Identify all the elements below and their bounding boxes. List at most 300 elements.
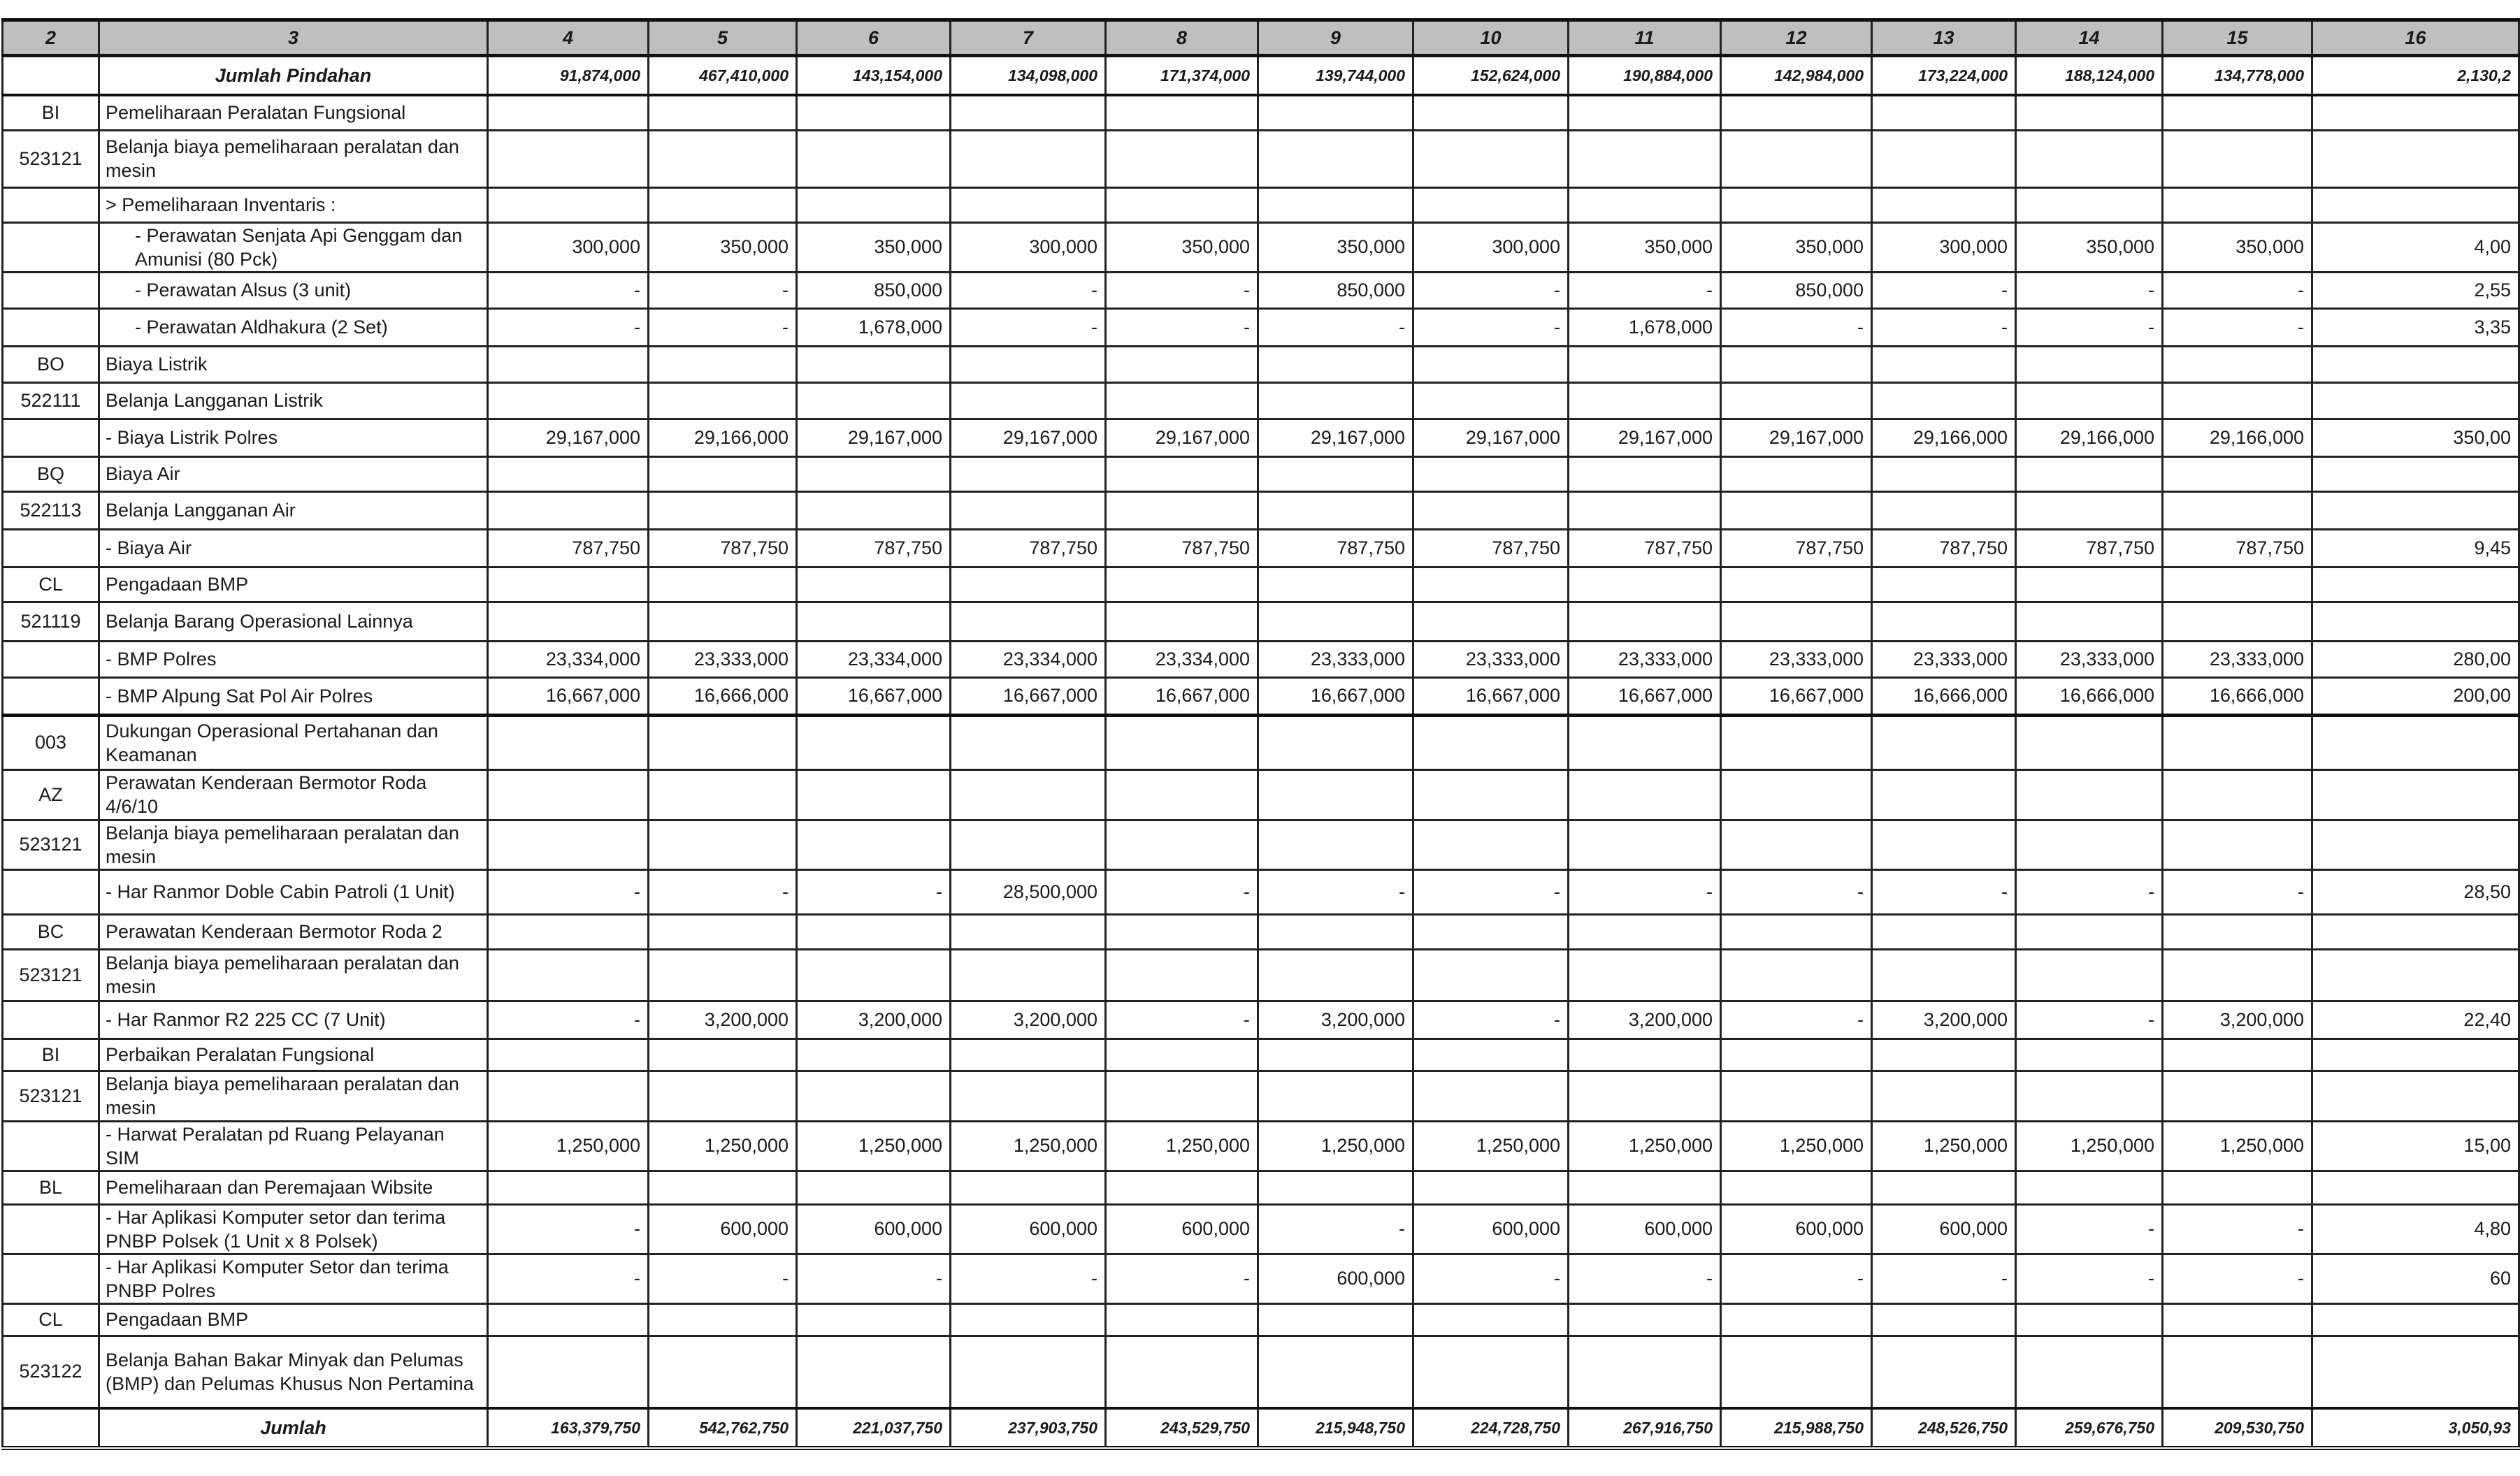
amount-cell — [797, 820, 951, 869]
description-cell: Belanja biaya pemeliharaan peralatan dan mesin — [99, 820, 488, 869]
amount-cell: 300,000 — [1413, 222, 1569, 272]
amount-cell — [2312, 382, 2519, 419]
amount-cell — [1721, 769, 1872, 820]
amount-cell — [2163, 949, 2312, 1001]
amount-cell: 280,00 — [2312, 641, 2519, 677]
amount-cell — [1258, 1336, 1413, 1408]
amount-cell — [1413, 346, 1569, 382]
amount-cell: 23,334,000 — [951, 641, 1106, 677]
amount-cell — [1872, 95, 2016, 130]
amount-cell — [1413, 187, 1569, 222]
amount-cell — [488, 914, 649, 949]
carried-forward-amount: 171,374,000 — [1106, 56, 1258, 96]
amount-cell: 16,667,000 — [1569, 677, 1721, 715]
amount-cell — [649, 1336, 797, 1408]
amount-cell — [1872, 1303, 2016, 1336]
amount-cell: - — [1106, 1254, 1258, 1303]
amount-cell: - — [649, 272, 797, 308]
amount-cell — [2312, 769, 2519, 820]
amount-cell — [797, 382, 951, 419]
amount-cell: - — [1569, 869, 1721, 914]
table-row — [3, 1001, 2519, 1039]
description-cell: > Pemeliharaan Inventaris : — [99, 187, 488, 222]
amount-cell — [1106, 1039, 1258, 1071]
description-cell: Biaya Listrik — [99, 346, 488, 382]
table-row — [3, 869, 2519, 914]
amount-cell — [797, 1171, 951, 1204]
amount-cell: 29,166,000 — [2163, 419, 2312, 456]
amount-cell: 600,000 — [1721, 1204, 1872, 1254]
description-cell: Pengadaan BMP — [99, 567, 488, 602]
column-number-header: 11 — [1569, 20, 1721, 56]
amount-cell: 850,000 — [797, 272, 951, 308]
amount-cell — [1721, 820, 1872, 869]
amount-cell — [2312, 1039, 2519, 1071]
table-row — [3, 1204, 2519, 1254]
amount-cell — [1721, 1303, 1872, 1336]
description-cell: Pemeliharaan Peralatan Fungsional — [99, 95, 488, 130]
amount-cell — [1258, 769, 1413, 820]
amount-cell — [1106, 346, 1258, 382]
amount-cell — [1721, 1071, 1872, 1121]
amount-cell: 29,167,000 — [1569, 419, 1721, 456]
amount-cell — [488, 491, 649, 529]
code-cell — [3, 1408, 99, 1448]
amount-cell — [488, 346, 649, 382]
amount-cell — [1569, 382, 1721, 419]
amount-cell: 350,000 — [2163, 222, 2312, 272]
table-row — [3, 1336, 2519, 1408]
carried-forward-amount: 91,874,000 — [488, 56, 649, 96]
amount-cell: 29,166,000 — [649, 419, 797, 456]
amount-cell — [1106, 715, 1258, 769]
amount-cell — [1569, 456, 1721, 491]
amount-cell — [649, 95, 797, 130]
amount-cell: - — [1413, 272, 1569, 308]
amount-cell — [2016, 914, 2163, 949]
amount-cell: 28,50 — [2312, 869, 2519, 914]
amount-cell: - — [2163, 308, 2312, 346]
amount-cell: 1,250,000 — [1569, 1121, 1721, 1171]
amount-cell: 29,167,000 — [1721, 419, 1872, 456]
carried-forward-label: Jumlah Pindahan — [99, 56, 488, 96]
description-cell: Belanja Langganan Listrik — [99, 382, 488, 419]
table-row — [3, 346, 2519, 382]
amount-cell — [951, 382, 1106, 419]
amount-cell: 23,333,000 — [1413, 641, 1569, 677]
amount-cell — [1258, 130, 1413, 187]
total-amount: 163,379,750 — [488, 1408, 649, 1448]
table-row — [3, 529, 2519, 567]
amount-cell — [1106, 1336, 1258, 1408]
amount-cell: 1,678,000 — [797, 308, 951, 346]
amount-cell: 3,200,000 — [1258, 1001, 1413, 1039]
amount-cell — [488, 1071, 649, 1121]
amount-cell — [1258, 456, 1413, 491]
code-cell — [3, 56, 99, 96]
amount-cell — [1413, 1336, 1569, 1408]
budget-table — [1, 18, 2520, 1450]
amount-cell — [1413, 769, 1569, 820]
amount-cell — [2312, 1336, 2519, 1408]
amount-cell — [1106, 1071, 1258, 1121]
amount-cell — [2163, 130, 2312, 187]
amount-cell — [1106, 130, 1258, 187]
amount-cell — [1721, 1039, 1872, 1071]
amount-cell — [2163, 567, 2312, 602]
description-cell: - Har Ranmor R2 225 CC (7 Unit) — [99, 1001, 488, 1039]
amount-cell — [2312, 949, 2519, 1001]
amount-cell — [2016, 820, 2163, 869]
column-number-header: 3 — [99, 20, 488, 56]
amount-cell — [1413, 1071, 1569, 1121]
amount-cell — [1721, 130, 1872, 187]
amount-cell — [2163, 1039, 2312, 1071]
amount-cell: 1,250,000 — [1721, 1121, 1872, 1171]
amount-cell — [2016, 346, 2163, 382]
amount-cell: 1,250,000 — [1106, 1121, 1258, 1171]
amount-cell — [797, 602, 951, 641]
table-row — [3, 456, 2519, 491]
amount-cell — [1569, 949, 1721, 1001]
amount-cell — [649, 769, 797, 820]
account-code-cell: BI — [3, 95, 99, 130]
amount-cell: 787,750 — [951, 529, 1106, 567]
amount-cell — [1413, 130, 1569, 187]
amount-cell: 350,000 — [1569, 222, 1721, 272]
budget-table-sheet — [1, 18, 2520, 1450]
amount-cell — [1413, 715, 1569, 769]
amount-cell: 350,000 — [2016, 222, 2163, 272]
amount-cell: 1,250,000 — [951, 1121, 1106, 1171]
amount-cell: 1,250,000 — [2016, 1121, 2163, 1171]
amount-cell — [649, 187, 797, 222]
description-cell: - BMP Alpung Sat Pol Air Polres — [99, 677, 488, 715]
amount-cell — [797, 130, 951, 187]
amount-cell — [649, 567, 797, 602]
amount-cell — [1106, 95, 1258, 130]
total-amount: 237,903,750 — [951, 1408, 1106, 1448]
amount-cell — [1258, 602, 1413, 641]
amount-cell — [1569, 1039, 1721, 1071]
amount-cell: 29,167,000 — [488, 419, 649, 456]
description-cell: - Biaya Listrik Polres — [99, 419, 488, 456]
amount-cell: 29,166,000 — [1872, 419, 2016, 456]
account-code-cell: 522111 — [3, 382, 99, 419]
amount-cell: - — [1413, 869, 1569, 914]
amount-cell: 9,45 — [2312, 529, 2519, 567]
account-code-cell — [3, 1121, 99, 1171]
amount-cell — [797, 1071, 951, 1121]
amount-cell — [797, 1039, 951, 1071]
amount-cell — [951, 130, 1106, 187]
carried-forward-amount: 143,154,000 — [797, 56, 951, 96]
total-row — [3, 1408, 2519, 1448]
table-row — [3, 130, 2519, 187]
amount-cell — [1872, 949, 2016, 1001]
amount-cell: 787,750 — [1413, 529, 1569, 567]
amount-cell — [1413, 949, 1569, 1001]
amount-cell — [951, 491, 1106, 529]
amount-cell — [2312, 130, 2519, 187]
amount-cell — [1413, 1303, 1569, 1336]
amount-cell: - — [1106, 869, 1258, 914]
amount-cell — [488, 187, 649, 222]
column-number-header: 7 — [951, 20, 1106, 56]
table-row — [3, 1071, 2519, 1121]
amount-cell — [1258, 1303, 1413, 1336]
carried-forward-amount: 152,624,000 — [1413, 56, 1569, 96]
carried-forward-row — [3, 56, 2519, 96]
amount-cell: 300,000 — [488, 222, 649, 272]
account-code-cell: 003 — [3, 715, 99, 769]
table-row — [3, 949, 2519, 1001]
amount-cell — [951, 1171, 1106, 1204]
amount-cell — [1258, 1171, 1413, 1204]
amount-cell: - — [2163, 1254, 2312, 1303]
amount-cell — [1106, 1303, 1258, 1336]
description-cell: Pengadaan BMP — [99, 1303, 488, 1336]
total-amount: 209,530,750 — [2163, 1408, 2312, 1448]
amount-cell — [1721, 346, 1872, 382]
amount-cell — [2016, 1039, 2163, 1071]
amount-cell — [2163, 820, 2312, 869]
amount-cell — [1569, 130, 1721, 187]
amount-cell: 787,750 — [488, 529, 649, 567]
amount-cell — [1872, 602, 2016, 641]
amount-cell — [2016, 1171, 2163, 1204]
amount-cell — [951, 95, 1106, 130]
amount-cell — [2163, 1303, 2312, 1336]
amount-cell: - — [2163, 869, 2312, 914]
amount-cell — [2312, 95, 2519, 130]
amount-cell — [797, 715, 951, 769]
account-code-cell: 521119 — [3, 602, 99, 641]
amount-cell — [1258, 715, 1413, 769]
total-amount: 267,916,750 — [1569, 1408, 1721, 1448]
total-amount: 259,676,750 — [2016, 1408, 2163, 1448]
amount-cell — [1106, 820, 1258, 869]
amount-cell — [488, 1303, 649, 1336]
amount-cell — [2163, 1336, 2312, 1408]
amount-cell — [1106, 382, 1258, 419]
amount-cell — [1872, 382, 2016, 419]
account-code-cell — [3, 308, 99, 346]
amount-cell: - — [2016, 1254, 2163, 1303]
total-amount: 215,948,750 — [1258, 1408, 1413, 1448]
amount-cell: 29,167,000 — [1413, 419, 1569, 456]
account-code-cell — [3, 272, 99, 308]
amount-cell — [951, 949, 1106, 1001]
table-row — [3, 1303, 2519, 1336]
description-cell: - Perawatan Alsus (3 unit) — [99, 272, 488, 308]
amount-cell: 28,500,000 — [951, 869, 1106, 914]
amount-cell — [1721, 1336, 1872, 1408]
description-cell: Perawatan Kenderaan Bermotor Roda 2 — [99, 914, 488, 949]
amount-cell: 3,200,000 — [2163, 1001, 2312, 1039]
amount-cell: 29,166,000 — [2016, 419, 2163, 456]
amount-cell — [1258, 1039, 1413, 1071]
carried-forward-amount: 142,984,000 — [1721, 56, 1872, 96]
column-number-header: 5 — [649, 20, 797, 56]
amount-cell: 22,40 — [2312, 1001, 2519, 1039]
amount-cell: - — [2016, 1204, 2163, 1254]
table-row — [3, 95, 2519, 130]
amount-cell: - — [1413, 1254, 1569, 1303]
amount-cell — [649, 1039, 797, 1071]
amount-cell: 3,200,000 — [951, 1001, 1106, 1039]
amount-cell: 787,750 — [1872, 529, 2016, 567]
amount-cell — [951, 602, 1106, 641]
amount-cell: 300,000 — [1872, 222, 2016, 272]
amount-cell: 850,000 — [1258, 272, 1413, 308]
amount-cell: 600,000 — [797, 1204, 951, 1254]
description-cell: Belanja biaya pemeliharaan peralatan dan mesin — [99, 1071, 488, 1121]
amount-cell — [1413, 1171, 1569, 1204]
amount-cell — [488, 1336, 649, 1408]
amount-cell — [797, 456, 951, 491]
amount-cell: - — [1106, 1001, 1258, 1039]
description-cell: Biaya Air — [99, 456, 488, 491]
account-code-cell: BO — [3, 346, 99, 382]
amount-cell — [1569, 1171, 1721, 1204]
amount-cell — [649, 820, 797, 869]
amount-cell — [1872, 130, 2016, 187]
amount-cell — [2163, 715, 2312, 769]
amount-cell: 1,678,000 — [1569, 308, 1721, 346]
amount-cell — [649, 346, 797, 382]
amount-cell — [649, 949, 797, 1001]
amount-cell: - — [1258, 308, 1413, 346]
description-cell: - Perawatan Aldhakura (2 Set) — [99, 308, 488, 346]
amount-cell — [1872, 1171, 2016, 1204]
amount-cell: - — [2163, 272, 2312, 308]
description-cell: - Har Aplikasi Komputer Setor dan terima PNBP Polres — [99, 1254, 488, 1303]
amount-cell: 23,334,000 — [797, 641, 951, 677]
amount-cell — [1872, 491, 2016, 529]
amount-cell — [2312, 820, 2519, 869]
amount-cell: - — [488, 1254, 649, 1303]
amount-cell — [951, 567, 1106, 602]
amount-cell: 600,000 — [1569, 1204, 1721, 1254]
amount-cell — [2163, 456, 2312, 491]
table-row — [3, 641, 2519, 677]
amount-cell — [1721, 456, 1872, 491]
amount-cell: - — [488, 1204, 649, 1254]
amount-cell — [1569, 491, 1721, 529]
amount-cell: - — [2016, 1001, 2163, 1039]
amount-cell: 2,55 — [2312, 272, 2519, 308]
amount-cell — [488, 95, 649, 130]
account-code-cell: BQ — [3, 456, 99, 491]
amount-cell — [951, 715, 1106, 769]
amount-cell — [1106, 602, 1258, 641]
amount-cell — [951, 187, 1106, 222]
amount-cell — [2163, 382, 2312, 419]
amount-cell — [1106, 491, 1258, 529]
table-row — [3, 222, 2519, 272]
amount-cell: 23,333,000 — [1258, 641, 1413, 677]
account-code-cell — [3, 187, 99, 222]
carried-forward-amount: 467,410,000 — [649, 56, 797, 96]
total-amount: 3,050,93 — [2312, 1408, 2519, 1448]
amount-cell — [488, 456, 649, 491]
account-code-cell: 523121 — [3, 949, 99, 1001]
amount-cell — [1872, 1071, 2016, 1121]
column-number-header: 15 — [2163, 20, 2312, 56]
amount-cell — [649, 491, 797, 529]
amount-cell — [1721, 567, 1872, 602]
amount-cell — [1872, 820, 2016, 869]
amount-cell: - — [1258, 1204, 1413, 1254]
description-cell: Belanja Barang Operasional Lainnya — [99, 602, 488, 641]
amount-cell — [797, 914, 951, 949]
amount-cell: 23,334,000 — [488, 641, 649, 677]
amount-cell — [649, 914, 797, 949]
amount-cell: 15,00 — [2312, 1121, 2519, 1171]
amount-cell — [1413, 95, 1569, 130]
amount-cell: 787,750 — [1569, 529, 1721, 567]
amount-cell — [951, 1303, 1106, 1336]
account-code-cell: BI — [3, 1039, 99, 1071]
amount-cell — [1106, 769, 1258, 820]
amount-cell: - — [951, 308, 1106, 346]
amount-cell: - — [951, 272, 1106, 308]
amount-cell — [2016, 769, 2163, 820]
amount-cell: 16,667,000 — [488, 677, 649, 715]
amount-cell: 23,333,000 — [2016, 641, 2163, 677]
amount-cell: 16,667,000 — [1258, 677, 1413, 715]
amount-cell — [2016, 1303, 2163, 1336]
amount-cell — [1872, 1336, 2016, 1408]
amount-cell: - — [1721, 869, 1872, 914]
amount-cell: - — [1872, 869, 2016, 914]
amount-cell — [2016, 187, 2163, 222]
amount-cell: 787,750 — [1258, 529, 1413, 567]
amount-cell: - — [1721, 308, 1872, 346]
table-row — [3, 715, 2519, 769]
amount-cell — [2312, 1071, 2519, 1121]
amount-cell — [2163, 491, 2312, 529]
amount-cell: 787,750 — [2016, 529, 2163, 567]
amount-cell — [1569, 769, 1721, 820]
amount-cell: 3,200,000 — [797, 1001, 951, 1039]
carried-forward-amount: 134,098,000 — [951, 56, 1106, 96]
column-number-header: 14 — [2016, 20, 2163, 56]
account-code-cell: AZ — [3, 769, 99, 820]
amount-cell — [1258, 914, 1413, 949]
amount-cell — [488, 1171, 649, 1204]
amount-cell — [797, 346, 951, 382]
amount-cell: 600,000 — [649, 1204, 797, 1254]
amount-cell — [1721, 914, 1872, 949]
total-amount: 243,529,750 — [1106, 1408, 1258, 1448]
amount-cell — [2312, 1303, 2519, 1336]
amount-cell: 850,000 — [1721, 272, 1872, 308]
amount-cell — [1872, 914, 2016, 949]
column-number-header: 12 — [1721, 20, 1872, 56]
amount-cell — [797, 949, 951, 1001]
amount-cell — [2312, 914, 2519, 949]
amount-cell: 787,750 — [797, 529, 951, 567]
amount-cell: 787,750 — [1721, 529, 1872, 567]
amount-cell: - — [1721, 1001, 1872, 1039]
amount-cell: - — [1569, 1254, 1721, 1303]
amount-cell: 600,000 — [1872, 1204, 2016, 1254]
amount-cell — [1569, 95, 1721, 130]
description-cell: - BMP Polres — [99, 641, 488, 677]
amount-cell — [1106, 1171, 1258, 1204]
